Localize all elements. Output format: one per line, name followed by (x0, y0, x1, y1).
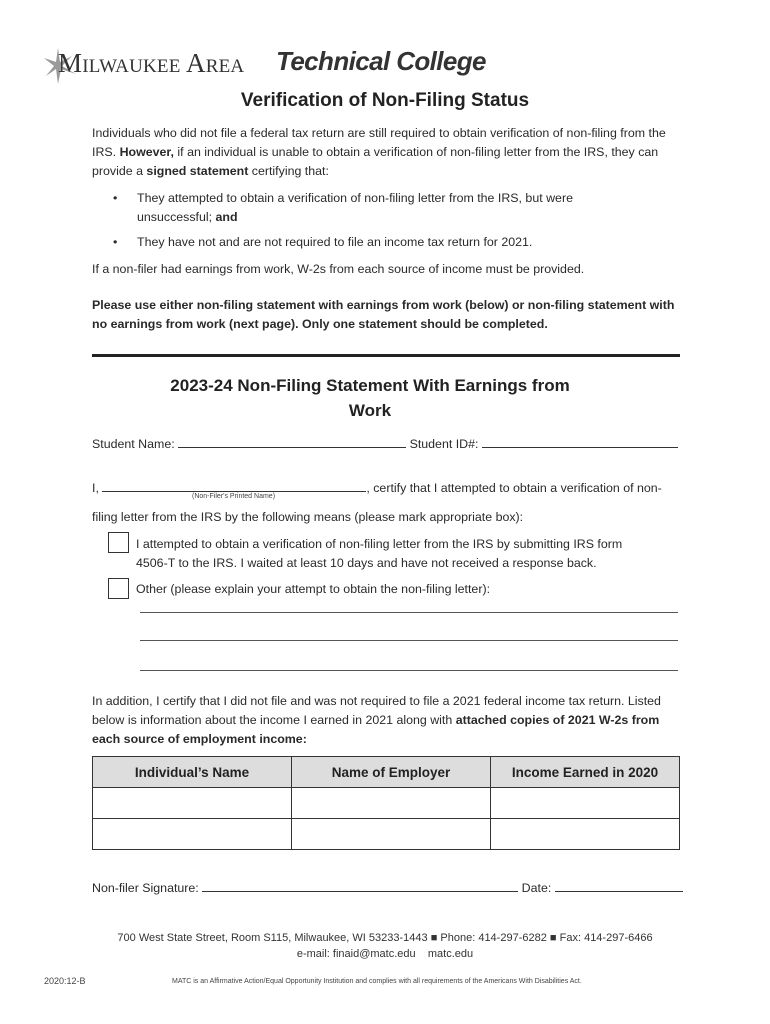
bullet-item (113, 233, 593, 253)
table-cell[interactable] (491, 788, 680, 819)
section-divider (92, 354, 680, 357)
certify-paragraph-text: In addition, I certify that I did not file and was not required to file a 2021 federal income tax return. Listed below is information about the income I earned in 2021 along with (92, 694, 661, 727)
printed-name-caption: (Non-Filer's Printed Name) (192, 493, 276, 500)
explanation-line[interactable] (140, 670, 678, 671)
date-label: Date: (521, 881, 552, 895)
option-irs-form (136, 535, 622, 573)
footer-separator: ■ (549, 932, 557, 944)
statement-choice-note: Please use either non-filing statement with earnings from work (below) or non-filing statement with no earnings from work (next page). Only one statement should be completed. (92, 298, 675, 331)
i-label: I, (92, 481, 99, 495)
table-row (93, 788, 680, 819)
printed-name-field[interactable] (102, 480, 366, 492)
signature-label: Non-filer Signature: (92, 881, 199, 895)
table-cell[interactable] (93, 819, 292, 850)
bullet-text: They have not and are not required to file an income tax return for 2021. (137, 235, 533, 249)
intro-text2: if an individual is unable to obtain a verification of non-filing letter from the IRS, they can provide a (92, 145, 659, 178)
page-title: Verification of Non-Filing Status (240, 90, 530, 111)
header-income: Income Earned in 2020 (491, 757, 680, 788)
header-employer: Name of Employer (292, 757, 491, 788)
bullet-bold: and (215, 210, 238, 224)
intro-text3: certifying that: (248, 164, 329, 178)
student-name-label: Student Name: (92, 437, 175, 451)
table-cell[interactable] (93, 788, 292, 819)
option-other: Other (please explain your attempt to obtain the non-filing letter): (136, 582, 491, 596)
option-irs-line2: 4506-T to the IRS. I waited at least 10 days and have not received a response back. (136, 556, 597, 570)
footer-phone: Phone: 414-297-6282 (440, 932, 547, 944)
table-cell[interactable] (292, 819, 491, 850)
table-cell[interactable] (292, 788, 491, 819)
signature-row (92, 880, 683, 895)
bullet-mark: • (113, 235, 118, 249)
intro-paragraph (92, 124, 682, 181)
student-name-row (92, 436, 678, 451)
signature-field[interactable] (202, 880, 518, 892)
logo-name-part2: Technical College (276, 46, 486, 76)
student-name-field[interactable] (178, 436, 406, 448)
bullet-text: They attempted to obtain a verification of non-filing letter from the IRS, but were unsuccessful; (137, 191, 573, 224)
bullet-mark: • (113, 191, 118, 205)
date-field[interactable] (555, 880, 683, 892)
earnings-table (92, 756, 680, 850)
table-row (93, 819, 680, 850)
intro-however: However, (119, 145, 174, 159)
footer-email: e-mail: finaid@matc.edu (296, 948, 416, 960)
continuation-text: filing letter from the IRS by the following means (please mark appropriate box): (92, 510, 524, 524)
footer-web: matc.edu (427, 948, 474, 960)
logo-name-part1: Milwaukee Area (58, 48, 245, 78)
section-title: 2023-24 Non-Filing Statement With Earnings from Work (170, 376, 570, 420)
explanation-line[interactable] (140, 640, 678, 641)
form-code: 2020:12-B (44, 976, 86, 986)
certify-paragraph-bold: attached copies of 2021 W-2s from each source of employment income: (92, 713, 660, 746)
certify-text: , certify that I attempted to obtain a verification of non- (366, 481, 662, 495)
certify-paragraph (92, 692, 682, 749)
student-id-label: Student ID#: (409, 437, 479, 451)
intro-text1: Individuals who did not file a federal tax return are still required to obtain verification of non-filing from the IRS. (92, 126, 666, 159)
table-header-row (93, 757, 680, 788)
option-irs-line1: I attempted to obtain a verification of non-filing letter from the IRS by submitting IRS form (136, 537, 623, 551)
footer-fax: Fax: 414-297-6466 (559, 932, 653, 944)
bullet-text-wrap (137, 189, 587, 227)
table-cell[interactable] (491, 819, 680, 850)
bullet-item (113, 189, 593, 229)
intro-signed: signed statement (146, 164, 249, 178)
footer-disclaimer: MATC is an Affirmative Action/Equal Opportunity Institution and complies with all requirements of the Americans With Disabilities Act. (172, 978, 582, 985)
certify-row (92, 480, 662, 495)
explanation-line[interactable] (140, 612, 678, 613)
irs-form-checkbox[interactable] (108, 532, 129, 553)
student-id-field[interactable] (482, 436, 678, 448)
footer-separator: ■ (430, 932, 438, 944)
header-individual-name: Individual’s Name (93, 757, 292, 788)
earnings-note: If a non-filer had earnings from work, W-2s from each source of income must be provided. (92, 262, 585, 276)
footer-contact (0, 930, 770, 962)
other-checkbox[interactable] (108, 578, 129, 599)
college-logo (44, 44, 486, 88)
footer-address: 700 West State Street, Room S115, Milwaukee, WI 53233-1443 (117, 932, 428, 944)
